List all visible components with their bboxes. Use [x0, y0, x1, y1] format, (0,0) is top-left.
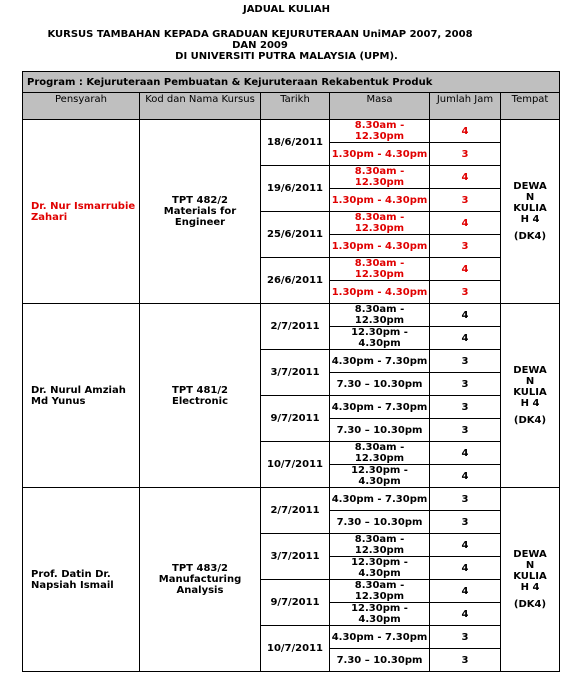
hours-cell: 3: [430, 143, 501, 166]
hours-cell: 4: [430, 580, 501, 603]
hours-cell: 4: [430, 166, 501, 189]
date-cell: 10/7/2011: [261, 626, 330, 672]
venue-line: N: [525, 376, 535, 387]
course-name: Manufacturing Analysis: [158, 574, 242, 596]
hours-cell: 4: [430, 304, 501, 327]
venue-line: N: [525, 192, 535, 203]
time-cell: 8.30am - 12.30pm: [330, 304, 430, 327]
venue-cell: [501, 488, 560, 672]
hours-cell: 3: [430, 396, 501, 419]
time-cell: 8.30am - 12.30pm: [330, 212, 430, 235]
venue-line: DEWA: [513, 365, 547, 376]
schedule-table: [22, 71, 560, 672]
time-cell: 7.30 – 10.30pm: [330, 511, 430, 534]
time-cell: 8.30am - 12.30pm: [330, 534, 430, 557]
lecturer-name: Dr. Nur Ismarrubie Zahari: [23, 120, 140, 304]
course-cell: [140, 120, 261, 304]
hours-cell: 3: [430, 281, 501, 304]
time-cell: 8.30am - 12.30pm: [330, 166, 430, 189]
hours-cell: 3: [430, 419, 501, 442]
column-header-masa: Masa: [330, 93, 430, 120]
date-cell: 2/7/2011: [261, 304, 330, 350]
venue-line: KULIA: [513, 387, 547, 398]
course-title-line-1: KURSUS TAMBAHAN KEPADA GRADUAN KEJURUTERAAN UniMAP 2007, 2008 DAN 2009: [47, 29, 473, 51]
column-header-kursus: Kod dan Nama Kursus: [140, 93, 261, 120]
venue-cell: [501, 304, 560, 488]
page-title: JADUAL KULIAH: [242, 4, 331, 15]
column-header-tarikh: Tarikh: [261, 93, 330, 120]
date-cell: 18/6/2011: [261, 120, 330, 166]
venue-cell: [501, 120, 560, 304]
date-cell: 25/6/2011: [261, 212, 330, 258]
column-header-pensyarah: Pensyarah: [23, 93, 140, 120]
course-code: TPT 481/2: [172, 384, 228, 396]
venue-line: DEWA: [513, 549, 547, 560]
venue-line: H 4: [520, 214, 540, 225]
time-cell: 1.30pm - 4.30pm: [330, 281, 430, 304]
date-cell: 9/7/2011: [261, 396, 330, 442]
time-cell: 12.30pm - 4.30pm: [330, 465, 430, 488]
time-cell: 4.30pm - 7.30pm: [330, 396, 430, 419]
time-cell: 7.30 – 10.30pm: [330, 419, 430, 442]
table-row: [23, 304, 560, 327]
hours-cell: 4: [430, 120, 501, 143]
time-cell: 1.30pm - 4.30pm: [330, 235, 430, 258]
venue-line: N: [525, 560, 535, 571]
date-cell: 10/7/2011: [261, 442, 330, 488]
hours-cell: 3: [430, 350, 501, 373]
program-label: Program : Kejuruteraan Pembuatan & Kejuruteraan Rekabentuk Produk: [23, 72, 560, 93]
venue-line: (DK4): [513, 599, 547, 610]
venue-line: H 4: [520, 582, 540, 593]
date-cell: 19/6/2011: [261, 166, 330, 212]
venue-line: DEWA: [513, 181, 547, 192]
hours-cell: 4: [430, 534, 501, 557]
time-cell: 7.30 – 10.30pm: [330, 649, 430, 672]
hours-cell: 3: [430, 488, 501, 511]
table-row: [23, 488, 560, 511]
venue-line: H 4: [520, 398, 540, 409]
hours-cell: 3: [430, 189, 501, 212]
venue-line: (DK4): [513, 231, 547, 242]
program-row: [23, 72, 560, 93]
hours-cell: 4: [430, 258, 501, 281]
venue-line: KULIA: [513, 203, 547, 214]
time-cell: 1.30pm - 4.30pm: [330, 143, 430, 166]
time-cell: 8.30am - 12.30pm: [330, 442, 430, 465]
time-cell: 4.30pm - 7.30pm: [330, 350, 430, 373]
course-title-line-2: DI UNIVERSITI PUTRA MALAYSIA (UPM).: [175, 51, 398, 62]
column-header-tempat: Tempat: [501, 93, 560, 120]
course-code: TPT 482/2: [172, 195, 228, 206]
venue-line: KULIA: [513, 571, 547, 582]
hours-cell: 4: [430, 603, 501, 626]
time-cell: 8.30am - 12.30pm: [330, 120, 430, 143]
date-cell: 3/7/2011: [261, 350, 330, 396]
course-code: TPT 483/2: [172, 563, 228, 574]
hours-cell: 3: [430, 626, 501, 649]
hours-cell: 4: [430, 557, 501, 580]
course-name: Materials for Engineer: [163, 206, 237, 228]
time-cell: 4.30pm - 7.30pm: [330, 488, 430, 511]
time-cell: 8.30am - 12.30pm: [330, 580, 430, 603]
time-cell: 1.30pm - 4.30pm: [330, 189, 430, 212]
hours-cell: 3: [430, 511, 501, 534]
course-cell: [140, 304, 261, 488]
hours-cell: 3: [430, 649, 501, 672]
table-row: [23, 120, 560, 143]
course-name: Electronic: [171, 395, 229, 407]
time-cell: 4.30pm - 7.30pm: [330, 626, 430, 649]
time-cell: 12.30pm - 4.30pm: [330, 327, 430, 350]
hours-cell: 3: [430, 235, 501, 258]
time-cell: 8.30am - 12.30pm: [330, 258, 430, 281]
date-cell: 9/7/2011: [261, 580, 330, 626]
hours-cell: 4: [430, 442, 501, 465]
time-cell: 12.30pm - 4.30pm: [330, 557, 430, 580]
hours-cell: 4: [430, 327, 501, 350]
hours-cell: 4: [430, 465, 501, 488]
time-cell: 12.30pm - 4.30pm: [330, 603, 430, 626]
date-cell: 2/7/2011: [261, 488, 330, 534]
hours-cell: 4: [430, 212, 501, 235]
hours-cell: 3: [430, 373, 501, 396]
time-cell: 7.30 – 10.30pm: [330, 373, 430, 396]
lecturer-name: Prof. Datin Dr. Napsiah Ismail: [23, 488, 140, 672]
venue-line: (DK4): [513, 415, 547, 426]
date-cell: 26/6/2011: [261, 258, 330, 304]
date-cell: 3/7/2011: [261, 534, 330, 580]
header-row: [23, 93, 560, 120]
column-header-jumlah-jam: Jumlah Jam: [430, 93, 501, 120]
course-cell: [140, 488, 261, 672]
lecturer-name: Dr. Nurul Amziah Md Yunus: [23, 304, 140, 488]
